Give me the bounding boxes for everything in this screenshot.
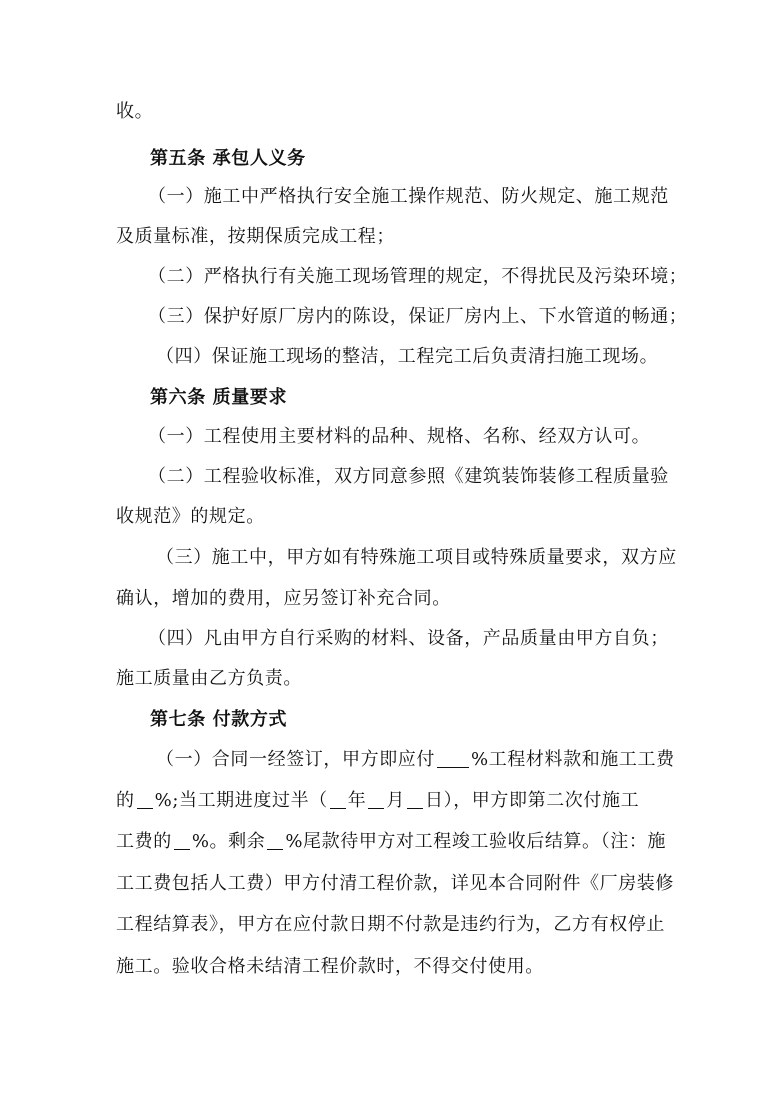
paragraph-line [116, 830, 667, 854]
paragraph-line: （一）工程使用主要材料的品种、规格、名称、经双方认可。 [148, 426, 651, 447]
paragraph-line: 施工质量由乙方负责。 [116, 668, 302, 689]
paragraph-line: （二）严格执行有关施工现场管理的规定，不得扰民及污染环境； [148, 266, 688, 287]
text-run: （一）合同一经签订，甲方即应付 [156, 749, 435, 770]
text-run: %工程材料款和施工工费 [471, 749, 675, 770]
paragraph-line: （三）保护好原厂房内的陈设，保证厂房内上、下水管道的畅通； [148, 306, 688, 327]
paragraph-line: 工工费包括人工费）甲方付清工程价款，详见本合同附件《厂房装修 [116, 873, 674, 894]
article-6-heading: 第六条 质量要求 [150, 387, 288, 408]
fill-in-blank [174, 831, 190, 850]
paragraph-line: 施工。验收合格未结清工程价款时，不得交付使用。 [116, 956, 544, 977]
text-run: 年 [347, 790, 367, 811]
paragraph-line: 及质量标准，按期保质完成工程； [116, 226, 395, 247]
paragraph-line [116, 789, 661, 813]
fill-in-blank [407, 790, 423, 809]
paragraph-line: 收。 [116, 101, 154, 122]
paragraph-line: （一）施工中严格执行安全施工操作规范、防火规定、施工规范 [148, 186, 669, 207]
fill-in-blank [137, 790, 153, 809]
fill-in-blank [267, 831, 283, 850]
fill-in-blank [437, 749, 469, 768]
paragraph-line: 收规范》的规定。 [116, 506, 265, 527]
paragraph-line: 确认，增加的费用，应另签订补充合同。 [116, 588, 451, 609]
fill-in-blank [368, 790, 384, 809]
article-7-heading: 第七条 付款方式 [150, 709, 288, 730]
paragraph-line: （四）保证施工现场的整洁，工程完工后负责清扫施工现场。 [156, 346, 659, 367]
paragraph-line: 工程结算表》，甲方在应付款日期不付款是违约行为，乙方有权停止 [116, 914, 665, 935]
article-5-heading: 第五条 承包人义务 [150, 148, 306, 169]
text-run: %尾款待甲方对工程竣工验收后结算。（注：施 [285, 831, 667, 852]
fill-in-blank [330, 790, 346, 809]
text-run: 的 [116, 790, 135, 811]
paragraph-line: （四）凡由甲方自行采购的材料、设备，产品质量由甲方自负； [148, 628, 669, 649]
paragraph-line [156, 748, 701, 772]
text-run: %。剩余 [191, 831, 266, 852]
text-run: 月 [386, 790, 405, 811]
paragraph-line: （二）工程验收标准，双方同意参照《建筑装饰装修工程质量验 [148, 466, 669, 487]
text-run: %;当工期进度过半（ [154, 790, 328, 811]
paragraph-line: （三）施工中，甲方如有特殊施工项目或特殊质量要求，双方应 [156, 547, 677, 568]
text-run: 日），甲方即第二次付施工 [425, 790, 640, 811]
text-run: 工费的 [116, 831, 172, 852]
